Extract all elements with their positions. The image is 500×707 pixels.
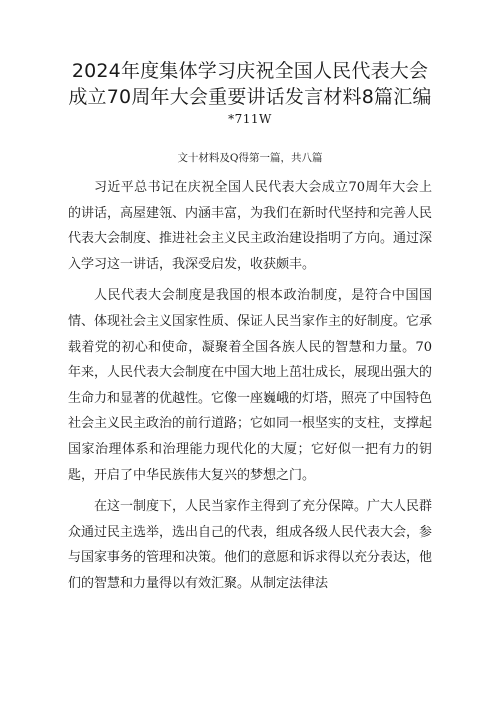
paragraph-1: 习近平总书记在庆祝全国人民代表大会成立70周年大会上的讲话，高屋建瓴、内涵丰富，为我们在新时代坚持和完善人民代表大会制度、推进社会主义民主政治建设指明了方向。通过深入学习这一讲话，我深受启发，收获颇丰。 [68, 180, 433, 272]
document-meta-line: 文十材料及Q得第一篇，共八篇 [177, 152, 323, 164]
document-code: *711W [228, 112, 272, 126]
document-title: 2024年度集体学习庆祝全国人民代表大会成立70周年大会重要讲话发言材料8篇汇编 [68, 60, 432, 108]
paragraph-2: 人民代表大会制度是我国的根本政治制度，是符合中国国情、体现社会主义国家性质、保证人民当家作主的好制度。它承载着党的初心和使命，凝聚着全国各族人民的智慧和力量。70年来，人民代表大会制度在中国大地上茁壮成长，展现出强大的生命力和显著的优越性。它像一座巍峨的灯塔，照亮了中国特色社会主义民主政治的前行道路；它如同一根坚实的支柱，支撑起国家治理体系和治理能力现代化的大厦；它好似一把有力的钥匙，开启了中华民族伟大复兴的梦想之门。 [68, 288, 433, 483]
paragraph-3: 在这一制度下，人民当家作主得到了充分保障。广大人民群众通过民主选举，选出自己的代表，组成各级人民代表大会，参与国家事务的管理和决策。他们的意愿和诉求得以充分表达，他们的智慧和力量得以有效汇聚。从制定法律法 [68, 499, 433, 591]
